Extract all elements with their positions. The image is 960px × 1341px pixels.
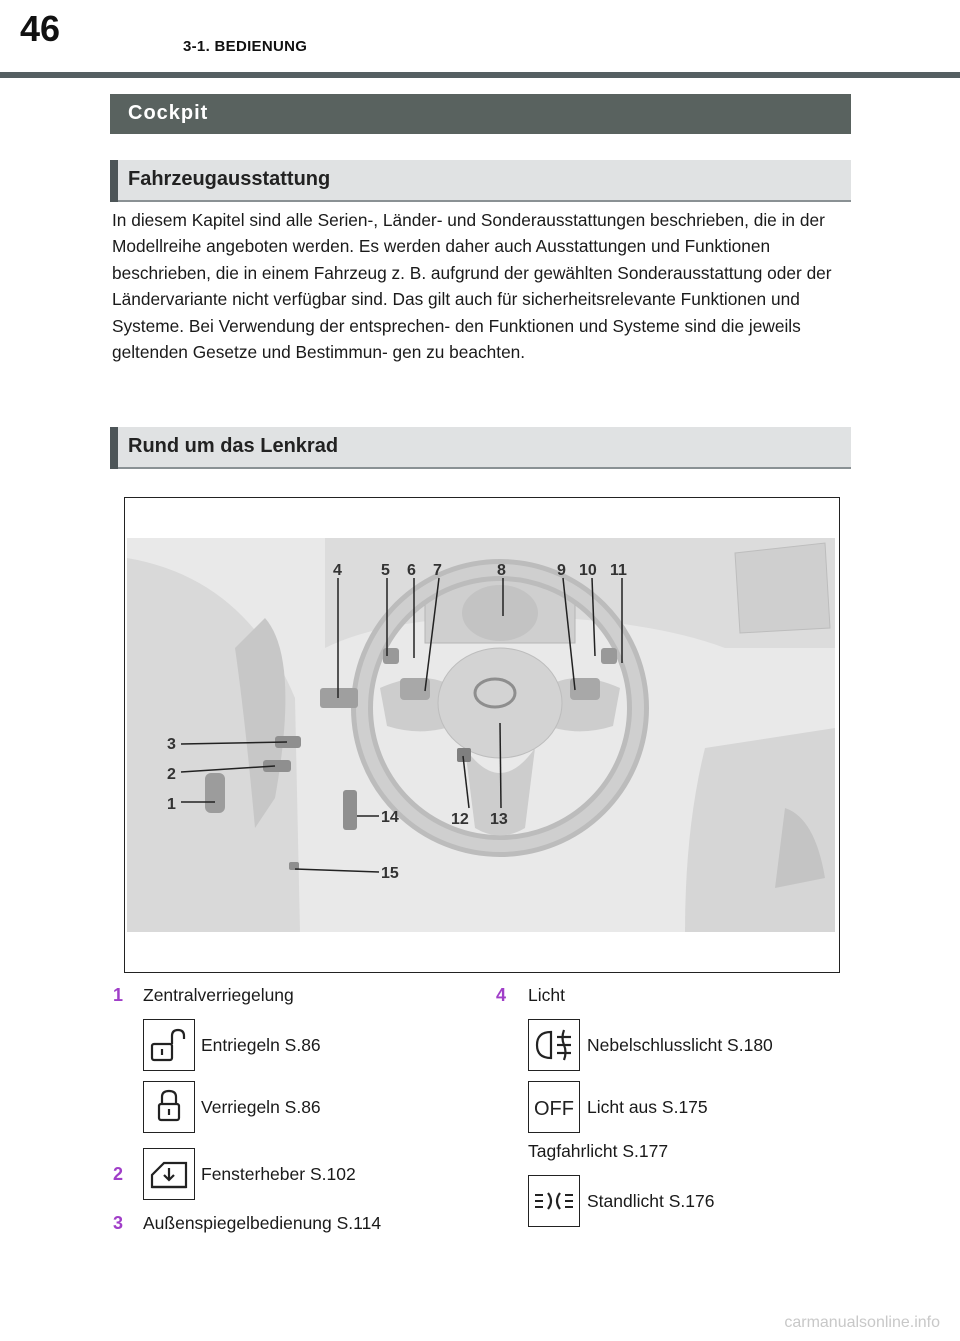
item-number-3: 3 [113,1213,124,1233]
page-number: 46 [20,8,61,49]
fog-label: Nebelschlusslicht S.180 [587,1035,773,1055]
chapter-title: 3-1. BEDIENUNG [183,38,308,55]
parking-light-icon [528,1175,580,1227]
rear-fog-light-icon [528,1019,580,1071]
intro-paragraph: In diesem Kapitel sind alle Serien-, Länder- und Sonderausstattungen beschrieben, die in der Modellreihe angeboten werden. Es werden daher auch Ausstattungen und Funktionen beschrieben, die in einem Fahrzeug z. B. aufgrund der gewählten Sonderausstattung oder der Ländervariante nicht verfügbar sind. Das gilt auch für sicherheitsrelevante Funktionen und Systeme. Bei Verwendung der entsprechen- den Funktionen und Systeme sind die jeweils geltenden Gesetze und Bestimmun- gen zu beachten. [112,210,832,363]
header-rule [0,72,960,78]
off-icon-text: OFF [534,1098,574,1120]
section-accent [110,427,118,469]
callout-14: 14 [381,809,399,826]
callout-11: 11 [610,562,627,579]
callout-15: 15 [381,865,399,882]
callout-3: 3 [167,736,176,753]
callout-10: 10 [579,562,597,579]
section-accent [110,160,118,202]
lights-off-icon [528,1081,580,1133]
item-number-4: 4 [496,985,507,1005]
callout-12: 12 [451,811,469,828]
callout-2: 2 [167,766,176,783]
cockpit-drawing [125,498,839,972]
item-label-4: Licht [528,985,565,1005]
cockpit-title: Cockpit [128,102,209,124]
section-steering-title: Rund um das Lenkrad [128,435,339,457]
callout-5: 5 [381,562,390,579]
unlock-icon [143,1019,195,1071]
callout-1: 1 [167,796,176,813]
power-window-icon [143,1148,195,1200]
daytime-label: Tagfahrlicht S.177 [528,1141,669,1161]
item-number-2: 2 [113,1164,124,1184]
item-label-2: Fensterheber S.102 [201,1164,356,1184]
lock-icon [143,1081,195,1133]
callout-7: 7 [433,562,442,579]
item-label-3: Außenspiegelbedienung S.114 [143,1213,382,1233]
cockpit-title-bar [110,94,851,134]
callout-9: 9 [557,562,566,579]
callout-6: 6 [407,562,416,579]
cockpit-illustration [124,497,840,973]
callout-13: 13 [490,811,508,828]
off-label: Licht aus S.175 [587,1097,708,1117]
unlock-label: Entriegeln S.86 [201,1035,321,1055]
item-number-1: 1 [113,985,124,1005]
section-equipment-title: Fahrzeugausstattung [128,168,331,190]
callout-4: 4 [333,562,342,579]
parking-label: Standlicht S.176 [587,1191,715,1211]
callout-8: 8 [497,562,506,579]
section-steering [110,427,851,469]
watermark: carmanualsonline.info [784,1314,940,1331]
item-label-1: Zentralverriegelung [143,985,294,1005]
section-equipment [110,160,851,202]
lock-label: Verriegeln S.86 [201,1097,321,1117]
